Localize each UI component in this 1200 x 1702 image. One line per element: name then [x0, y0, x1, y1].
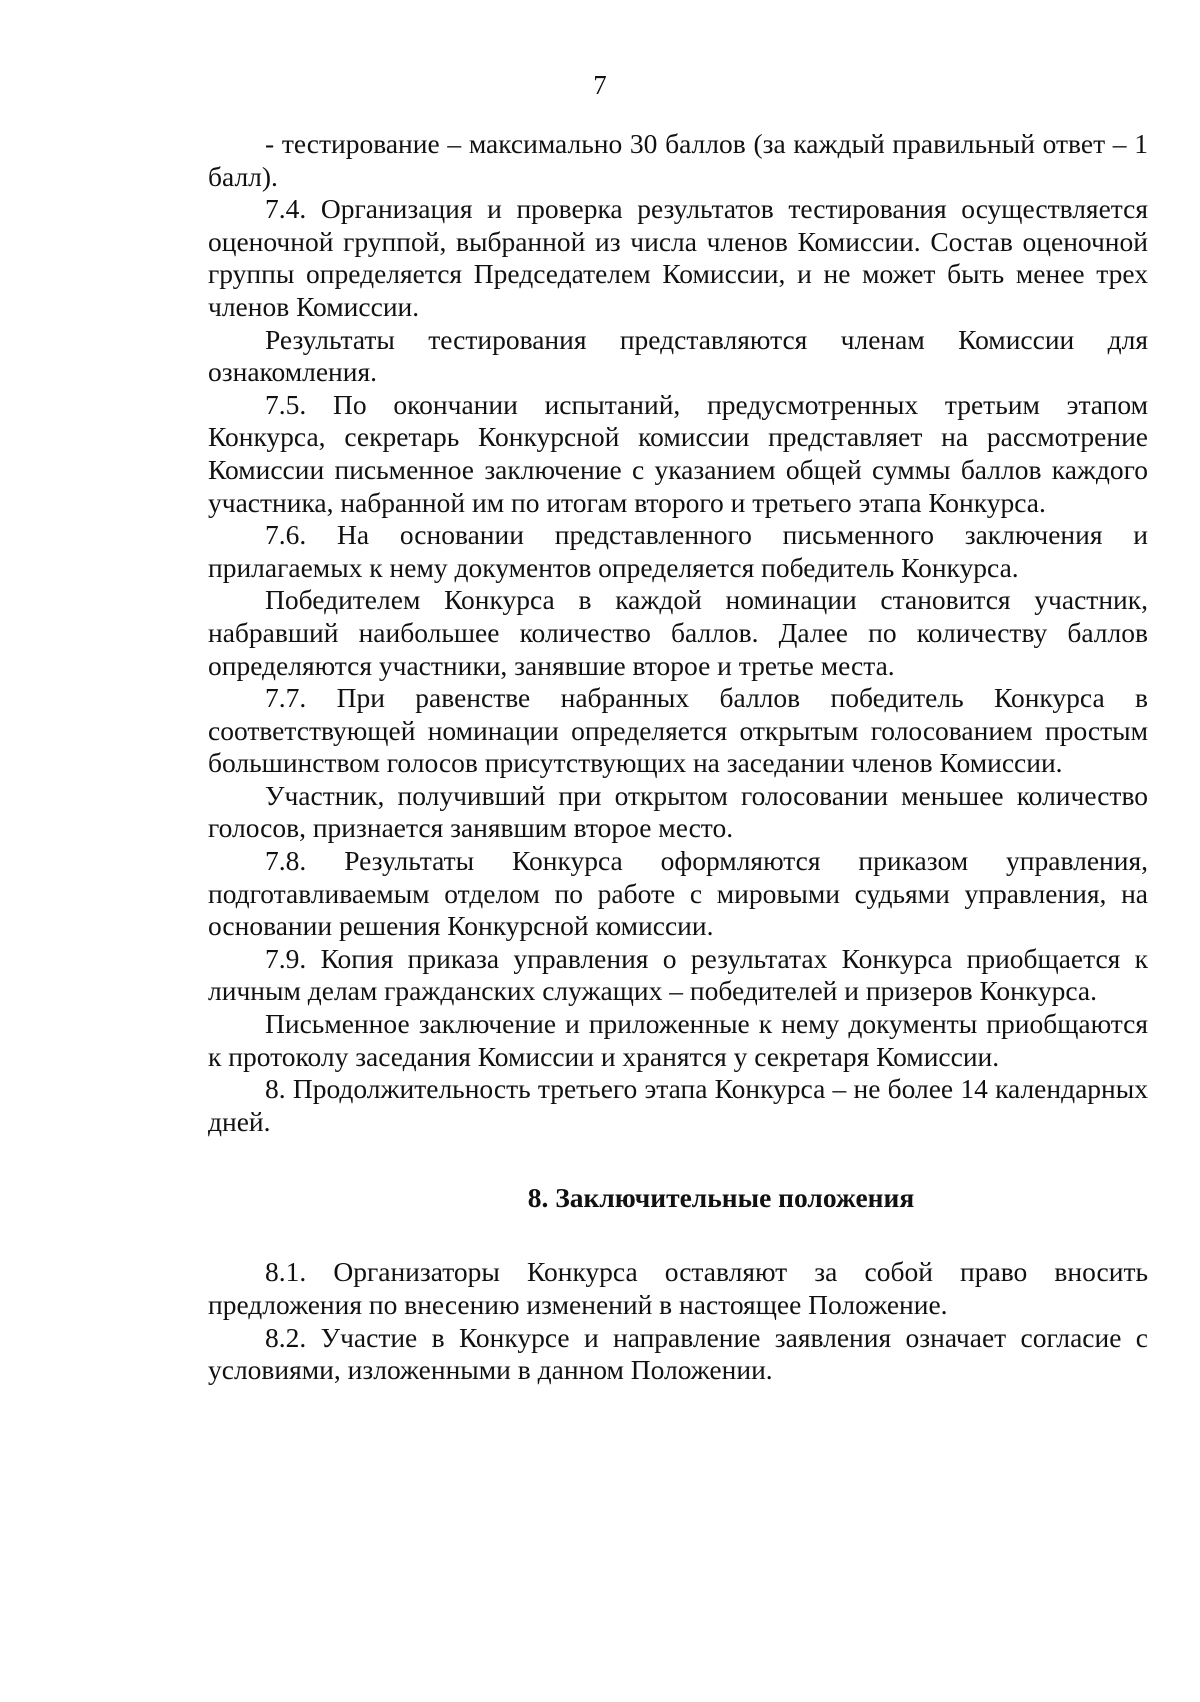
paragraph-8-2: 8.2. Участие в Конкурсе и направление заявления означает согласие с условиями, изложенными в данном Положении.: [208, 1321, 1148, 1386]
paragraph-testing-score: - тестирование – максимально 30 баллов (за каждый правильный ответ – 1 балл).: [208, 128, 1148, 192]
document-body: [208, 128, 1148, 1387]
paragraph-7-6: 7.6. На основании представленного письменного заключения и прилагаемых к нему документов определяется победитель Конкурса.: [208, 519, 1148, 583]
paragraph-7-9: 7.9. Копия приказа управления о результатах Конкурса приобщается к личным делам гражданских служащих – победителей и призеров Конкурса.: [208, 942, 1148, 1007]
paragraph-7-5: 7.5. По окончании испытаний, предусмотренных третьим этапом Конкурса, секретарь Конкурсной комиссии представляет на рассмотрение Комиссии письменное заключение с указанием общей суммы баллов каждого участника, набранной им по итогам второго и третьего этапа Конкурса.: [208, 388, 1148, 518]
paragraph-winner: Победителем Конкурса в каждой номинации становится участник, набравший наибольшее количество баллов. Далее по количеству баллов определяются участники, занявшие второе и третье места.: [208, 584, 1148, 681]
paragraph-written-conclusion: Письменное заключение и приложенные к нему документы приобщаются к протоколу заседания Комиссии и хранятся у секретаря Комиссии.: [208, 1008, 1148, 1072]
paragraph-second-place: Участник, получивший при открытом голосовании меньшее количество голосов, признается занявшим второе место.: [208, 779, 1148, 844]
paragraph-7-7: 7.7. При равенстве набранных баллов победитель Конкурса в соответствующей номинации определяется открытым голосованием простым большинством голосов присутствующих на заседании членов Комиссии.: [208, 682, 1148, 779]
paragraph-8-1: 8.1. Организаторы Конкурса оставляют за собой право вносить предложения по внесению изменений в настоящее Положение.: [208, 1256, 1148, 1320]
paragraph-8-duration: 8. Продолжительность третьего этапа Конкурса – не более 14 календарных дней.: [208, 1073, 1148, 1137]
paragraph-7-8: 7.8. Результаты Конкурса оформляются приказом управления, подготавливаемым отделом по работе с мировыми судьями управления, на основании решения Конкурсной комиссии.: [208, 845, 1148, 942]
section-title: 8. Заключительные положения: [527, 1182, 915, 1214]
paragraph-7-4: 7.4. Организация и проверка результатов тестирования осуществляется оценочной группой, выбранной из числа членов Комиссии. Состав оценочной группы определяется Председателем Комиссии, и не может быть менее трех членов Комиссии.: [208, 193, 1148, 322]
page-number: 7: [593, 70, 607, 100]
paragraph-testing-results: Результаты тестирования представляются членам Комиссии для ознакомления.: [208, 323, 1148, 388]
